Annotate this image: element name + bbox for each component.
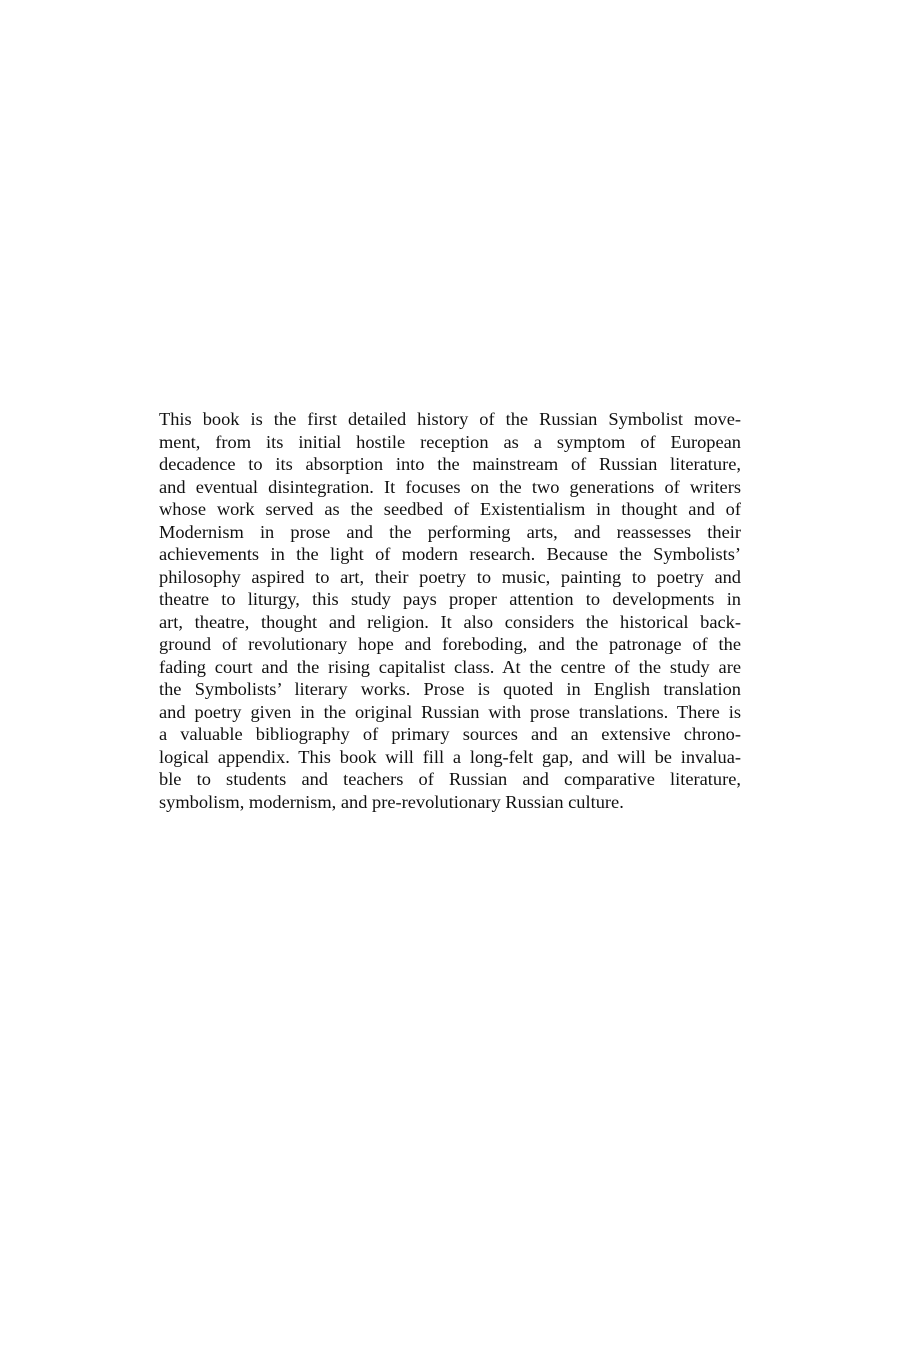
description-line: philosophy aspired to art, their poetry to music, painting to poetry and xyxy=(159,566,741,587)
description-line: the Symbolists’ literary works. Prose is quoted in English translation xyxy=(159,679,741,699)
description-line: ment, from its initial hostile reception as a symptom of European xyxy=(159,431,741,452)
description-line: achievements in the light of modern research. Because the Symbolists’ xyxy=(159,544,741,564)
description-line: Modernism in prose and the performing arts, and reassesses their xyxy=(159,521,741,542)
description-line: symbolism, modernism, and pre-revolutionary Russian culture. xyxy=(159,791,624,812)
description-line: This book is the first detailed history of the Russian Symbolist move- xyxy=(159,409,741,429)
description-line: a valuable bibliography of primary sources and an extensive chrono- xyxy=(159,724,741,744)
description-line: whose work served as the seedbed of Existentialism in thought and of xyxy=(159,499,741,519)
description-line: logical appendix. This book will fill a long-felt gap, and will be invalua- xyxy=(159,746,741,767)
description-line: theatre to liturgy, this study pays proper attention to developments in xyxy=(159,589,741,609)
description-line: ble to students and teachers of Russian and comparative literature, xyxy=(159,769,741,789)
description-line: and poetry given in the original Russian with prose translations. There is xyxy=(159,701,741,722)
description-line: fading court and the rising capitalist class. At the centre of the study are xyxy=(159,656,741,677)
description-line: art, theatre, thought and religion. It also considers the historical back- xyxy=(159,611,741,632)
description-line: and eventual disintegration. It focuses on the two generations of writers xyxy=(159,476,741,497)
description-line: decadence to its absorption into the mainstream of Russian literature, xyxy=(159,454,741,474)
description-line: ground of revolutionary hope and foreboding, and the patronage of the xyxy=(159,634,741,654)
book-description xyxy=(159,408,741,813)
